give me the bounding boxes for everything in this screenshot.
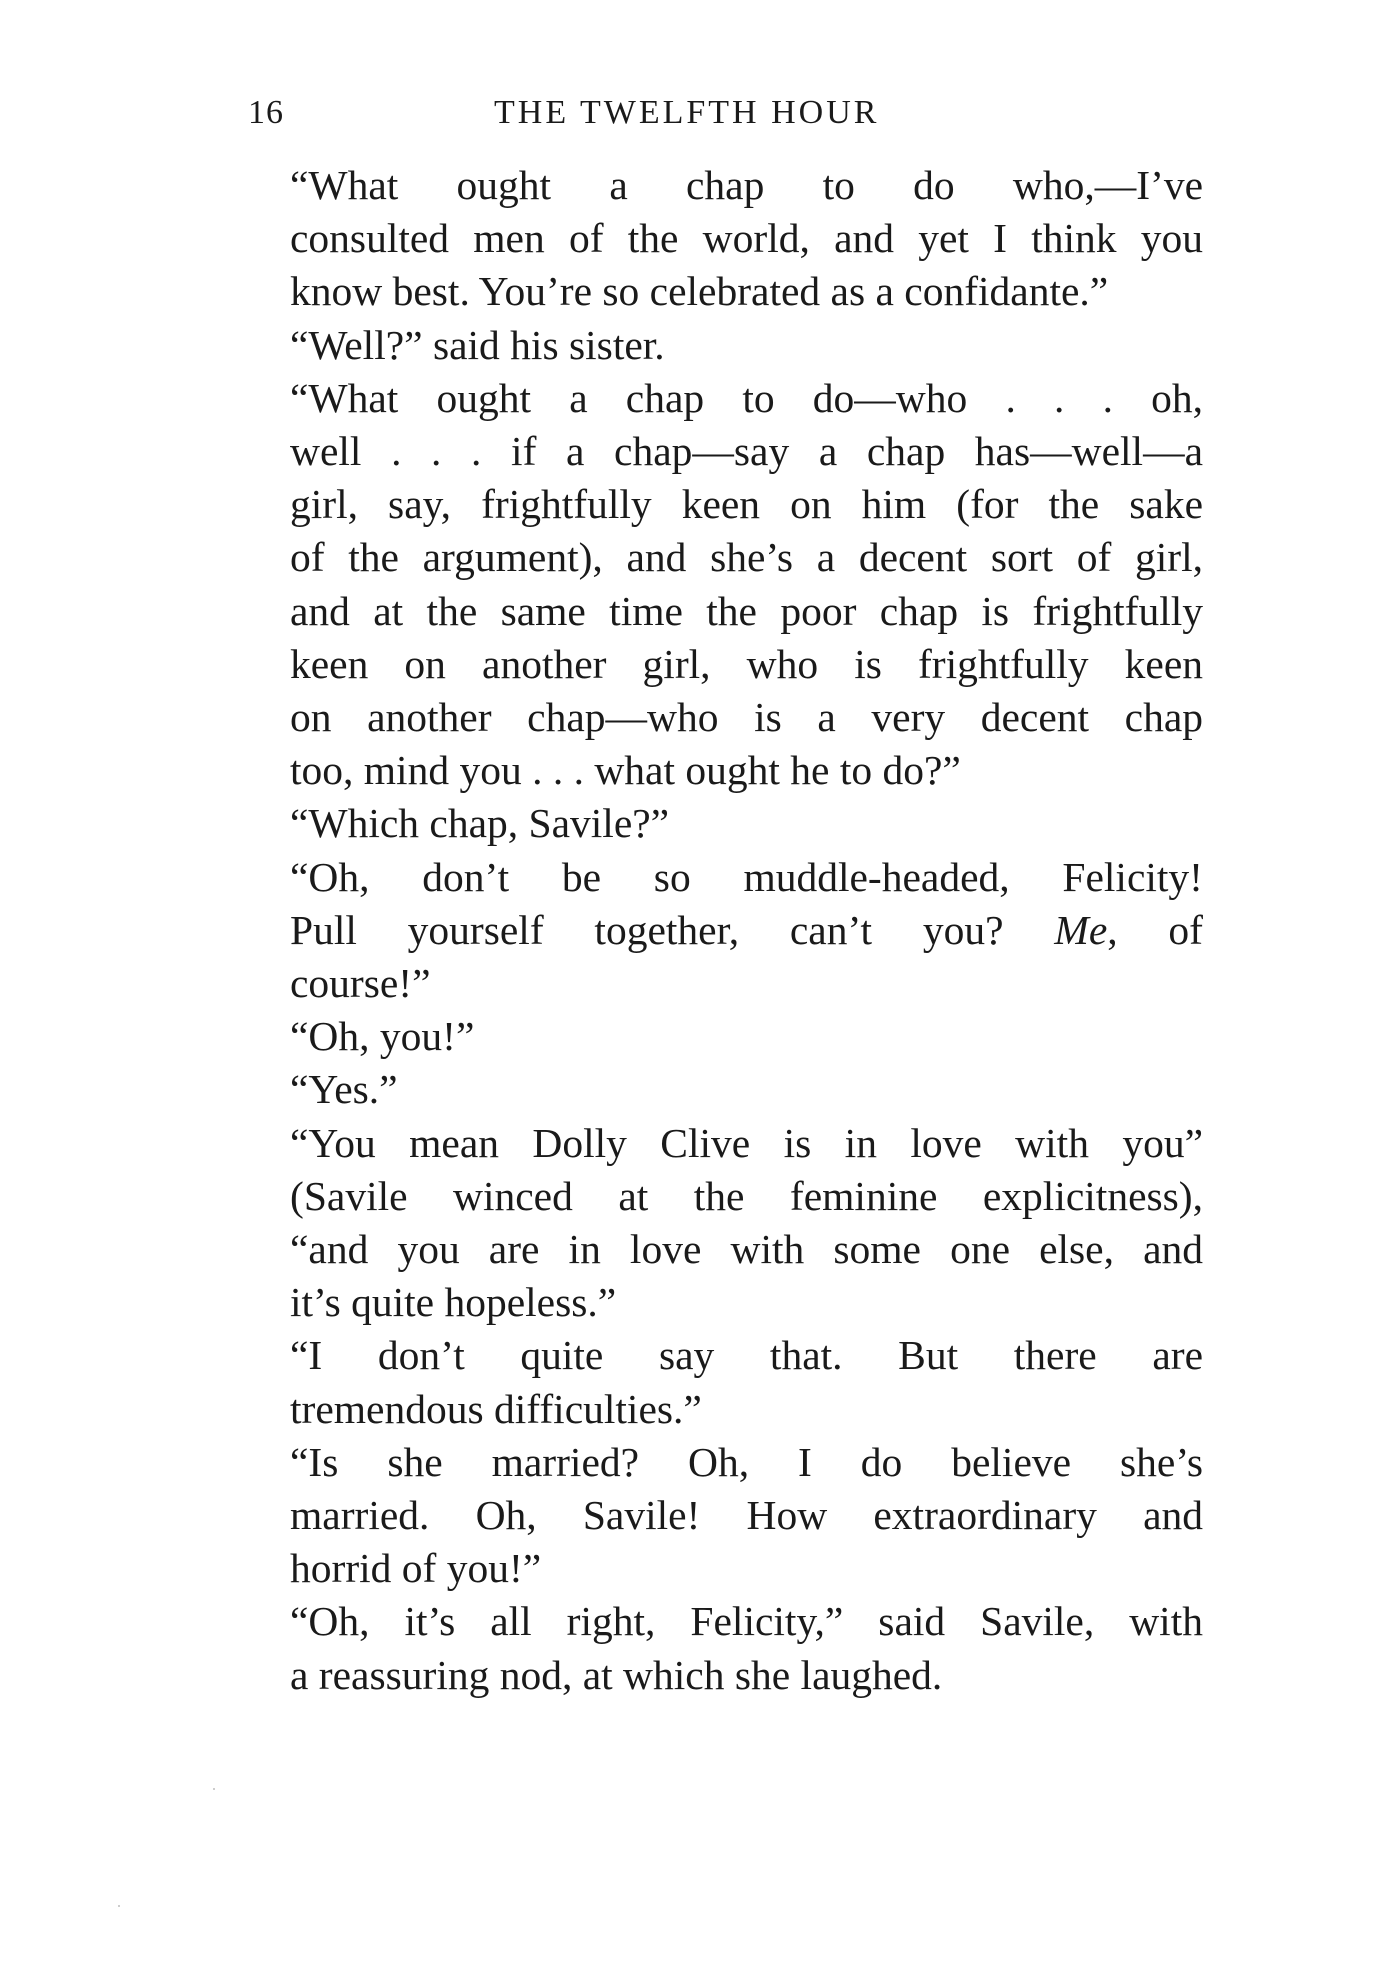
paragraph [248, 851, 1203, 1011]
running-title: THE TWELFTH HOUR [494, 94, 880, 131]
text-line: “What ought a chap to do who,—I’ve [290, 162, 1203, 208]
paper-speck [118, 1905, 120, 1907]
paragraph [248, 1436, 1203, 1596]
page-header [248, 94, 1208, 144]
paper-speck [213, 1788, 215, 1790]
text-line: Pull yourself together, can’t you? Me, of [290, 906, 1203, 953]
text-line: and at the same time the poor chap is frightfully [290, 587, 1203, 634]
text-line: “You mean Dolly Clive is in love with you” [290, 1119, 1203, 1166]
text-line: keen on another girl, who is frightfully keen [290, 640, 1203, 687]
text-line: “and you are in love with some one else, and [290, 1226, 1203, 1273]
text-line: “I don’t quite say that. But there are [290, 1332, 1203, 1379]
text-line: girl, say, frightfully keen on him (for the sake [290, 481, 1203, 528]
text-line: well . . . if a chap—say a chap has—well—a [290, 428, 1203, 475]
text-line: “Oh, it’s all right, Felicity,” said Savile, with [290, 1598, 1203, 1645]
paragraph [248, 1117, 1203, 1330]
text-line: of the argument), and she’s a decent sort of girl, [290, 534, 1203, 581]
text-line: “Is she married? Oh, I do believe she’s [290, 1438, 1203, 1485]
paragraph [248, 159, 1203, 319]
paragraph [248, 1010, 1203, 1063]
text-line: know best. You’re so celebrated as a confidante.” [290, 268, 1109, 315]
text-line: it’s quite hopeless.” [290, 1279, 617, 1326]
paragraph [248, 319, 1203, 372]
text-line: consulted men of the world, and yet I think you [290, 215, 1203, 262]
text-line: “Yes.” [290, 1066, 398, 1113]
text-line: on another chap—who is a very decent chap [290, 694, 1203, 741]
text-line: married. Oh, Savile! How extraordinary and [290, 1492, 1203, 1539]
text-line: tremendous difficulties.” [290, 1385, 702, 1432]
text-line: too, mind you . . . what ought he to do?” [290, 747, 961, 794]
text-line: a reassuring nod, at which she laughed. [290, 1651, 943, 1698]
text-line: horrid of you!” [290, 1545, 542, 1592]
paragraph [248, 372, 1203, 798]
paragraph [248, 1063, 1203, 1116]
text-line: “Oh, you!” [290, 1013, 475, 1060]
paragraph [248, 797, 1203, 850]
text-line: (Savile winced at the feminine explicitness), [290, 1172, 1203, 1219]
page-number: 16 [248, 94, 284, 131]
text-line: “What ought a chap to do—who . . . oh, [290, 374, 1203, 421]
text-line: “Oh, don’t be so muddle-headed, Felicity! [290, 853, 1203, 900]
paragraph [248, 1329, 1203, 1435]
text-line: “Which chap, Savile?” [290, 800, 670, 847]
text-line: course!” [290, 960, 431, 1007]
paragraph [248, 1595, 1203, 1701]
body-text [248, 159, 1203, 1702]
text-line: “Well?” said his sister. [290, 321, 665, 368]
emphasis: Me [1054, 906, 1108, 953]
